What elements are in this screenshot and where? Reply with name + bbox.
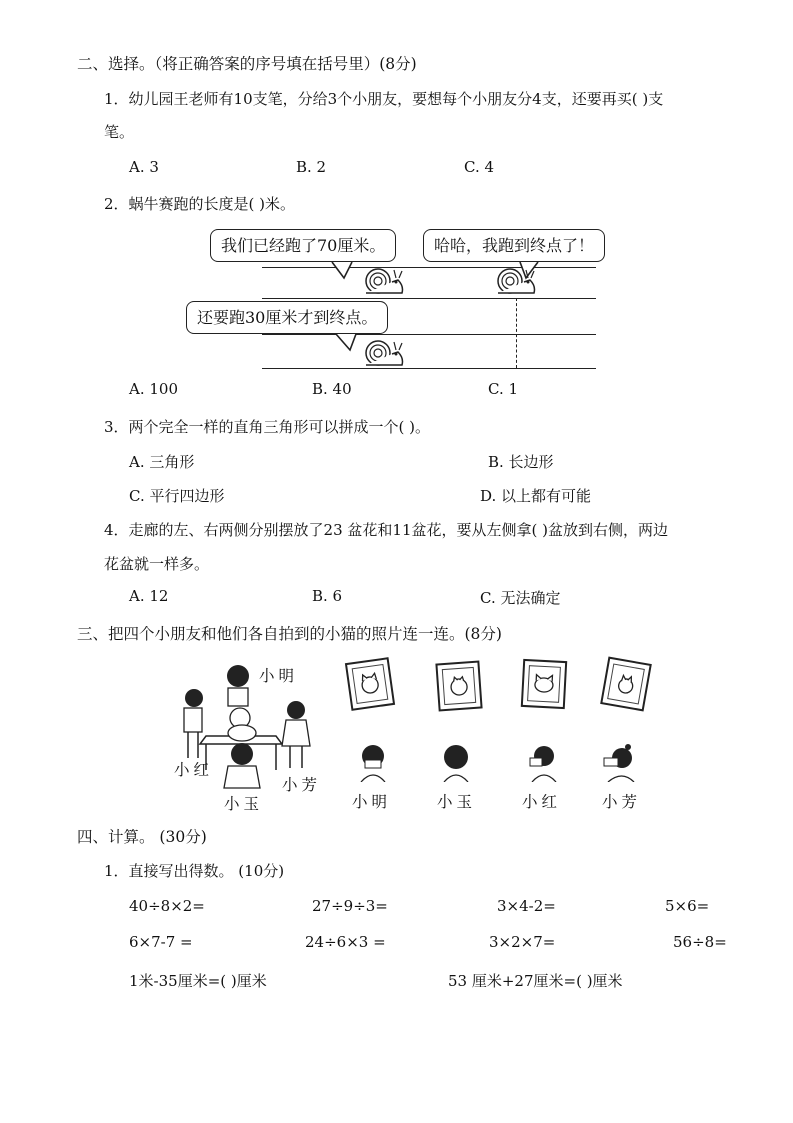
speech-bubble-3: 还要跑30厘米才到终点。 [186, 301, 388, 334]
calc-r3-c1[interactable]: 1米-35厘米=( )厘米 [129, 972, 267, 990]
cat-face-icon [612, 670, 640, 698]
scene-label-xiaoyu: 小玉 [224, 795, 264, 813]
kid-xiaoyu-icon[interactable] [438, 742, 474, 782]
q1-line2: 笔。 [104, 123, 135, 141]
snail-icon [362, 266, 406, 296]
track-line-4 [262, 368, 596, 369]
kid-label-xiaoming: 小明 [352, 793, 392, 811]
speech-bubble-1: 我们已经跑了70厘米。 [210, 229, 396, 262]
section2-title: 二、选择。（将正确答案的序号填在括号里）(8分) [77, 55, 417, 73]
kid-xiaofang-icon[interactable] [598, 742, 638, 782]
calc-r2-c1[interactable]: 6×7-7 = [129, 933, 193, 951]
cat-photo-2[interactable] [435, 661, 482, 712]
q2-option-b[interactable]: B. 40 [312, 380, 352, 398]
cat-face-icon [446, 673, 472, 699]
q4-line2: 花盆就一样多。 [104, 555, 210, 573]
section4-sub1: 1．直接写出得数。 (10分) [104, 862, 285, 880]
q1-option-b[interactable]: B. 2 [296, 158, 327, 176]
bubble-tail-1 [330, 262, 360, 280]
kid-label-xiaohong: 小红 [522, 793, 562, 811]
calc-r1-c1[interactable]: 40÷8×2= [129, 897, 205, 915]
section3-title: 三、把四个小朋友和他们各自拍到的小猫的照片连一连。(8分) [77, 625, 502, 643]
q4-line1: 4．走廊的左、右两侧分别摆放了23 盆花和11盆花，要从左侧拿( )盆放到右侧，两边 [104, 521, 668, 539]
calc-r2-c4[interactable]: 56÷8= [673, 933, 727, 951]
scene-label-xiaohong: 小红 [174, 761, 214, 779]
track-line-2 [262, 298, 596, 299]
q4-option-c[interactable]: C. 无法确定 [480, 589, 561, 607]
snail-icon [362, 338, 406, 368]
bubble-tail-3 [334, 334, 364, 352]
q3-text: 3．两个完全一样的直角三角形可以拼成一个( )。 [104, 418, 431, 436]
calc-r3-c2[interactable]: 53 厘米+27厘米=( )厘米 [448, 972, 623, 990]
calc-r1-c4[interactable]: 5×6= [665, 897, 710, 915]
calc-r1-c3[interactable]: 3×4-2= [497, 897, 556, 915]
q3-option-b[interactable]: B. 长边形 [488, 453, 554, 471]
kid-label-xiaofang: 小芳 [602, 793, 642, 811]
cat-face-icon [356, 670, 383, 697]
kid-xiaohong-icon[interactable] [524, 742, 562, 782]
q4-option-a[interactable]: A. 12 [129, 587, 169, 605]
q2-option-c[interactable]: C. 1 [488, 380, 519, 398]
kid-label-xiaoyu: 小玉 [437, 793, 477, 811]
snail-icon [494, 266, 538, 296]
kid-xiaoming-icon[interactable] [355, 742, 391, 782]
q1-option-c[interactable]: C. 4 [464, 158, 495, 176]
q3-option-d[interactable]: D. 以上都有可能 [480, 487, 592, 505]
q1-option-a[interactable]: A. 3 [129, 158, 159, 176]
track-line-3 [262, 334, 596, 335]
speech-bubble-2: 哈哈，我跑到终点了！ [423, 229, 605, 262]
q4-option-b[interactable]: B. 6 [312, 587, 343, 605]
cat-face-icon [531, 671, 556, 696]
calc-r1-c2[interactable]: 27÷9÷3= [312, 897, 388, 915]
calc-r2-c2[interactable]: 24÷6×3 = [305, 933, 386, 951]
q1-line1: 1．幼儿园王老师有10支笔，分给3个小朋友，要想每个小朋友分4支，还要再买( )支 [104, 90, 664, 108]
scene-label-xiaoming: 小明 [259, 667, 299, 685]
calc-r2-c3[interactable]: 3×2×7= [489, 933, 556, 951]
q3-option-a[interactable]: A. 三角形 [129, 453, 195, 471]
section4-title: 四、计算。 (30分) [77, 828, 207, 846]
q2-text: 2．蜗牛赛跑的长度是( )米。 [104, 195, 296, 213]
cat-photo-1[interactable] [345, 657, 395, 711]
cat-photo-3[interactable] [521, 659, 567, 709]
scene-label-xiaofang: 小芳 [282, 776, 322, 794]
q2-option-a[interactable]: A. 100 [129, 380, 178, 398]
finish-dashed-line [516, 298, 517, 368]
q3-option-c[interactable]: C. 平行四边形 [129, 487, 225, 505]
cat-photo-4[interactable] [600, 657, 652, 712]
